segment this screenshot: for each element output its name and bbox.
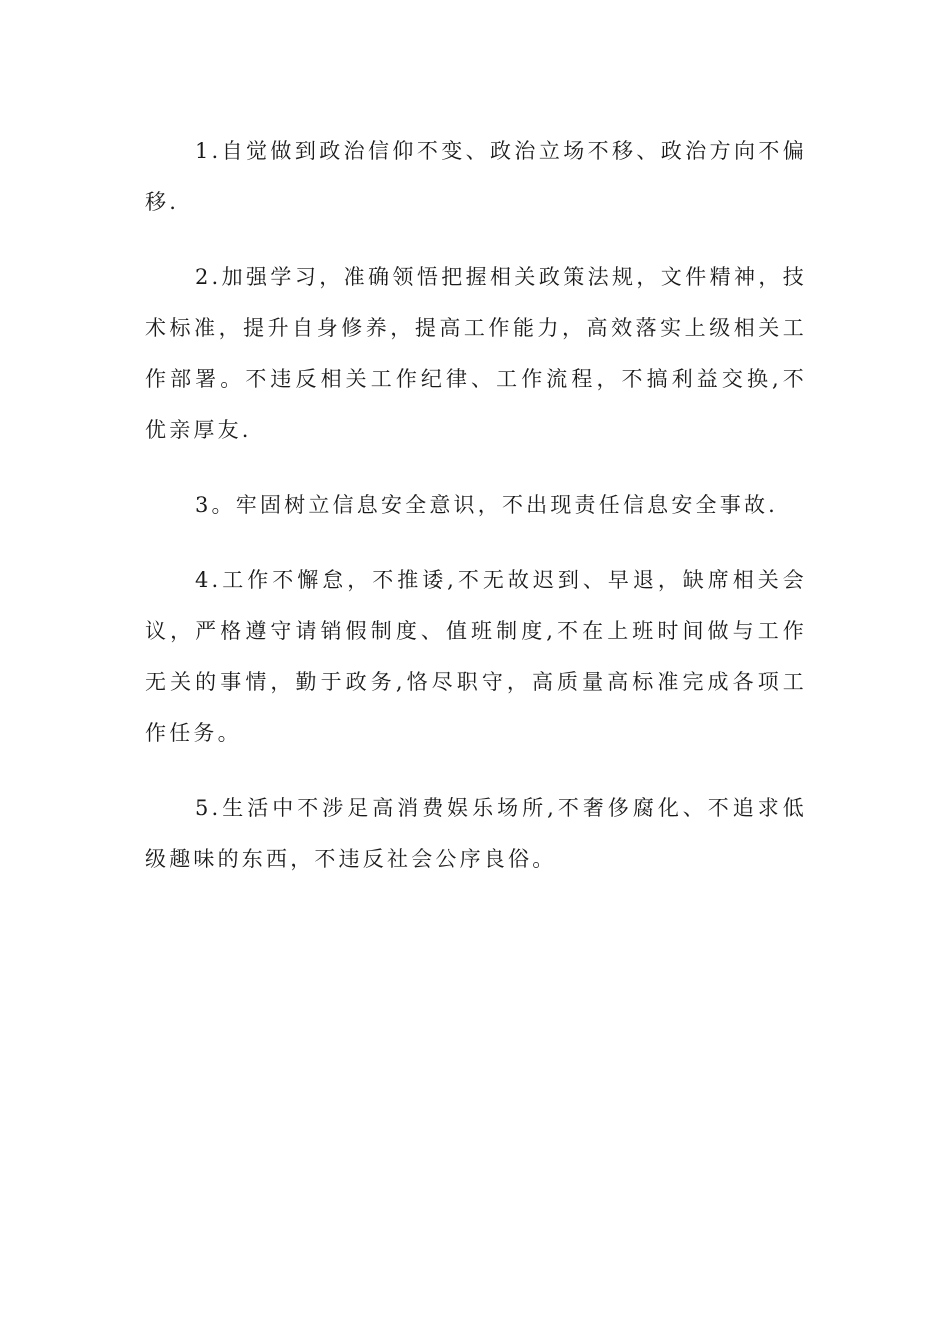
paragraph-1: 1.自觉做到政治信仰不变、政治立场不移、政治方向不偏移.	[145, 139, 807, 214]
paragraph-5: 5.生活中不涉足高消费娱乐场所,不奢侈腐化、不追求低级趣味的东西，不违反社会公序良俗。	[145, 796, 807, 871]
document-body	[145, 126, 807, 909]
paragraph-2: 2.加强学习，准确领悟把握相关政策法规，文件精神，技术标准，提升自身修养，提高工作能力，高效落实上级相关工作部署。不违反相关工作纪律、工作流程，不搞利益交换,不优亲厚友.	[145, 265, 807, 442]
paragraph-4: 4.工作不懈怠，不推诿,不无故迟到、早退，缺席相关会议，严格遵守请销假制度、值班制度,不在上班时间做与工作无关的事情，勤于政务,恪尽职守，高质量高标准完成各项工作任务。	[145, 568, 807, 745]
paragraph-3: 3。牢固树立信息安全意识，不出现责任信息安全事故.	[195, 493, 779, 517]
